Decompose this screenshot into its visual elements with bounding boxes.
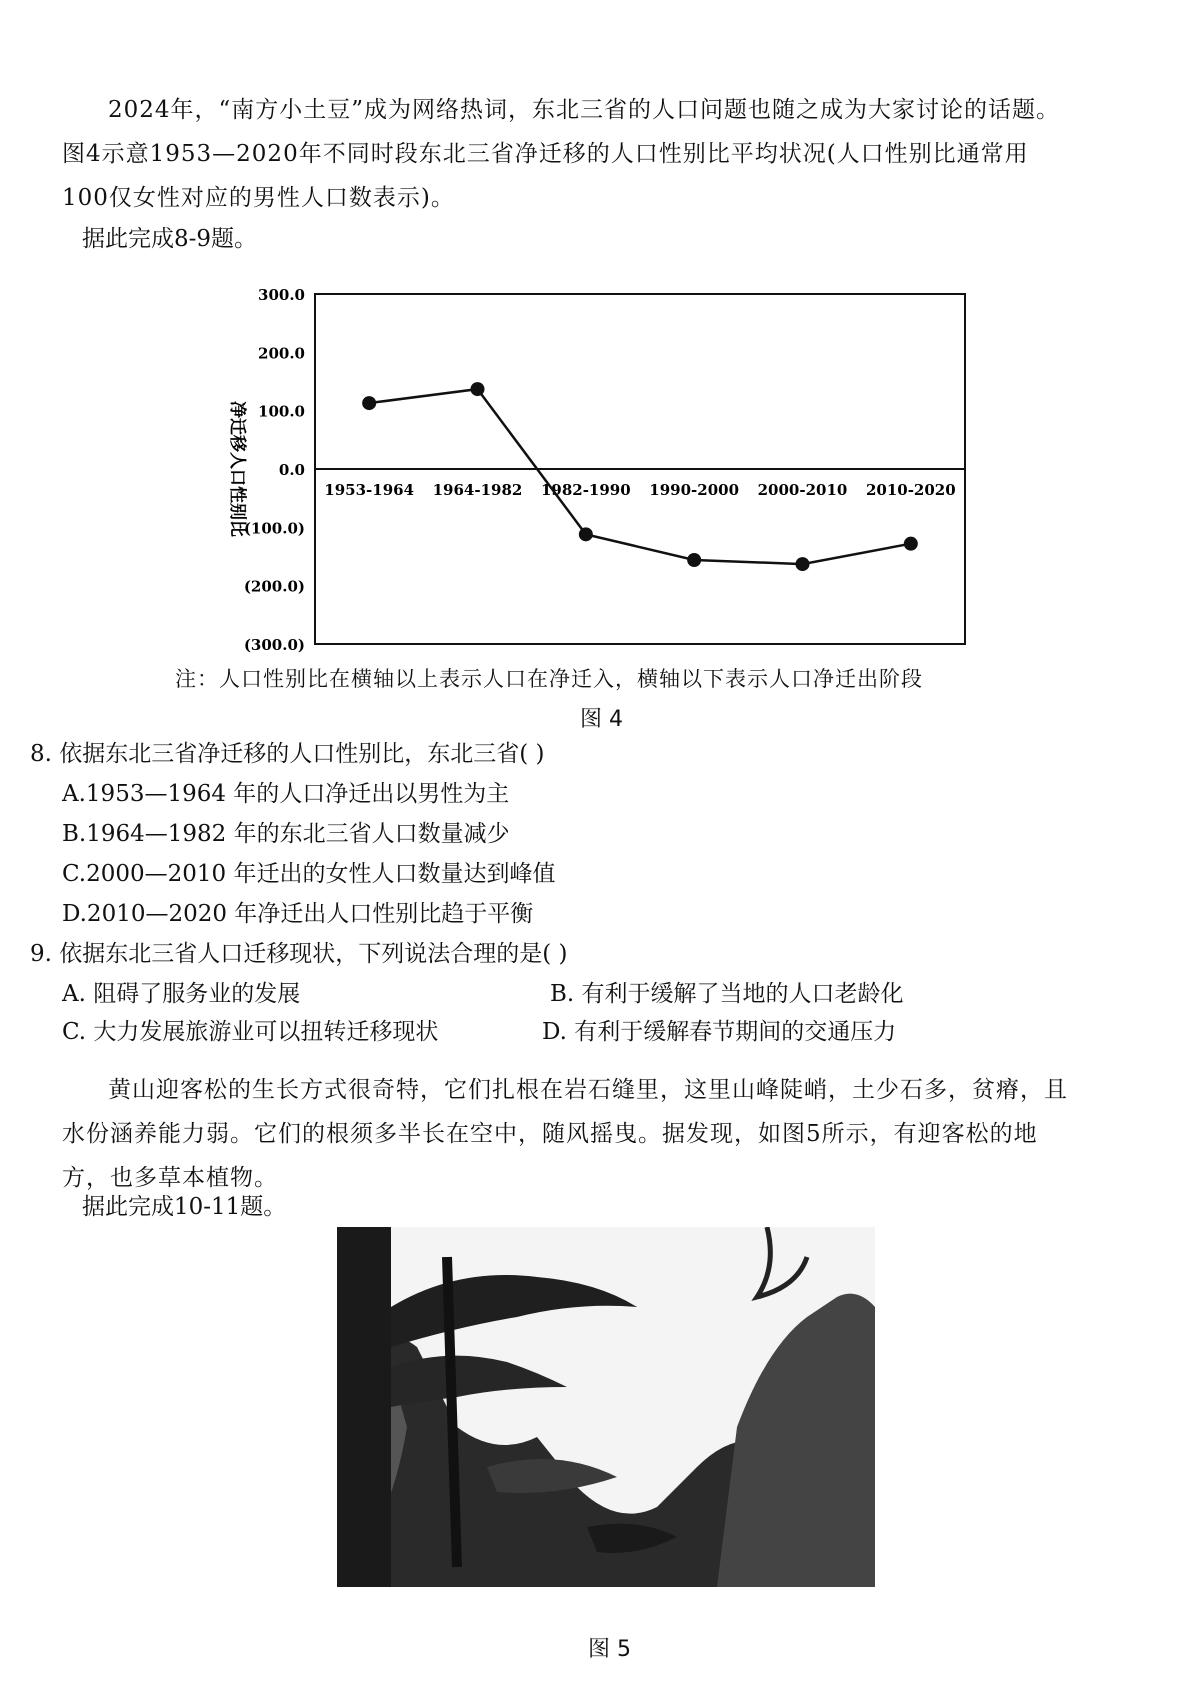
figure-4-note: 注：人口性别比在横轴以上表示人口在净迁入，横轴以下表示人口净迁出阶段 <box>175 667 923 691</box>
figure-4-caption: 图 4 <box>580 707 623 732</box>
y-tick-label: (300.0) <box>243 636 305 654</box>
q9-option-b: B. 有利于缓解了当地的人口老龄化 <box>550 981 904 1007</box>
q8-option-b: B.1964—1982 年的东北三省人口数量减少 <box>62 821 510 847</box>
figure-5-caption: 图 5 <box>588 1637 631 1662</box>
x-tick-label: 2000-2010 <box>757 481 848 499</box>
y-tick-label: 0.0 <box>278 461 305 479</box>
q9-option-c: C. 大力发展旅游业可以扭转迁移现状 <box>62 1019 439 1045</box>
passage-intro-1: 2024年，“南方小土豆”成为网络热词，东北三省的人口问题也随之成为大家讨论的话题。图4示意1953—2020年不同时段东北三省净迁移的人口性别比平均状况(人口性别比通常用100仅女性对应的男性人口数表示)。 <box>62 97 1061 211</box>
y-tick-label: (200.0) <box>243 577 305 596</box>
x-tick-label: 1964-1982 <box>432 481 523 499</box>
x-tick-label: 2010-2020 <box>865 481 956 499</box>
figure-4-line-chart <box>200 280 980 700</box>
question-9-stem: 9. 依据东北三省人口迁移现状，下列说法合理的是( ) <box>30 941 568 967</box>
q9-option-d: D. 有利于缓解春节期间的交通压力 <box>542 1019 897 1045</box>
instruction-8-9: 据此完成8-9题。 <box>82 226 258 252</box>
q9-option-a: A. 阻碍了服务业的发展 <box>62 981 301 1007</box>
data-point <box>796 557 810 571</box>
data-point <box>362 396 376 410</box>
huangshan-pine-photo <box>337 1227 875 1587</box>
y-axis-label: 净迁移人口性别比 <box>227 401 247 537</box>
y-tick-label: (100.0) <box>243 519 305 538</box>
x-tick-label: 1990-2000 <box>649 481 740 499</box>
q8-option-d: D.2010—2020 年净迁出人口性别比趋于平衡 <box>62 901 534 927</box>
question-8-stem: 8. 依据东北三省净迁移的人口性别比，东北三省( ) <box>30 741 545 767</box>
series-line <box>369 389 911 564</box>
q8-option-c: C.2000—2010 年迁出的女性人口数量达到峰值 <box>62 861 556 887</box>
y-tick-label: 100.0 <box>258 402 305 421</box>
data-point <box>687 553 701 567</box>
y-tick-label: 200.0 <box>258 344 305 363</box>
x-tick-label: 1953-1964 <box>324 481 415 499</box>
passage-intro-2: 黄山迎客松的生长方式很奇特，它们扎根在岩石缝里，这里山峰陡峭，土少石多，贫瘠，且水份涵养能力弱。它们的根须多半长在空中，随风摇曳。据发现，如图5所示，有迎客松的地方，也多草本植物。 <box>62 1077 1068 1191</box>
data-point <box>579 527 593 541</box>
y-tick-label: 300.0 <box>258 286 305 304</box>
q8-option-a: A.1953—1964 年的人口净迁出以男性为主 <box>62 781 510 807</box>
instruction-10-11: 据此完成10-11题。 <box>82 1194 287 1220</box>
data-point <box>904 537 918 551</box>
data-point <box>471 382 485 396</box>
x-tick-label: 1982-1990 <box>540 481 631 499</box>
